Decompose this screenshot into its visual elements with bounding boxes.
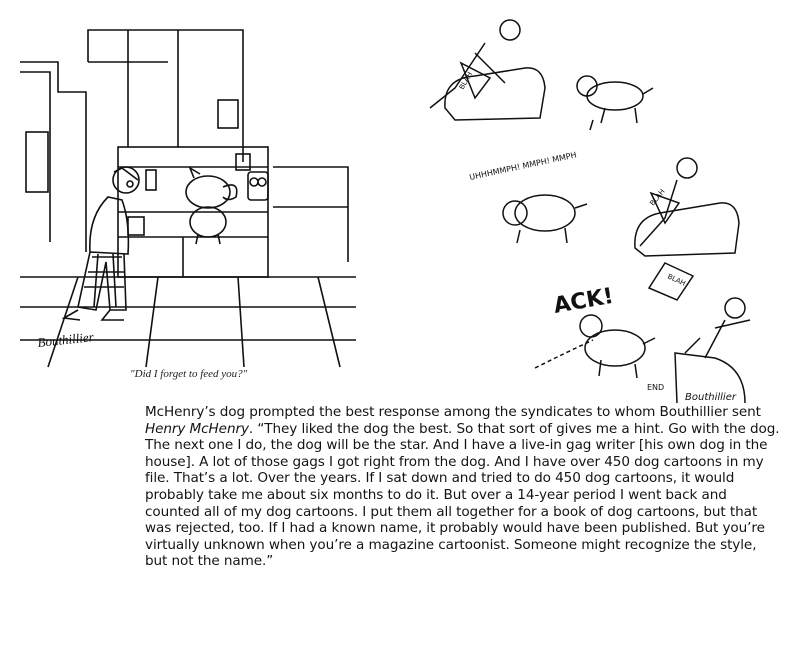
strip-dog-sound: UHHHMMPH! MMPH! MMPH <box>468 150 578 182</box>
strip-end: END <box>647 383 665 392</box>
cartoon-drawing <box>18 22 358 370</box>
article-paragraph <box>145 404 780 570</box>
strip-signature: Bouthillier <box>685 392 736 403</box>
article-part-2: . “They liked the dog the best. So that sort of gives me a hint. Go with the dog. The next one I do, the dog will be the star. And I have a live-in gag writer [his own dog in the house]. A lot of those gags I got right from the dog. And I have over 450 dog cartoons in my file. That’s a lot. Over the years. If I sat down and tried to do 450 dog cartoons, it would probably take me about six months to do it. But over a 14-year period I went back and counted all of my dog cartoons. I put them all together for a book of dog cartoons, but that was rejected, too. If I had a known name, it probably would have been published. But you’re virtually unknown when you’re a magazine cartoonist. Someone might recognize the style, but not the name.” <box>145 420 780 570</box>
strip-title: Henry McHenry <box>145 420 249 437</box>
cartoon-signature: Bouthillier <box>36 329 95 350</box>
strip-paper-3: BLAH <box>666 272 687 288</box>
strip-paper-1: BLAH <box>457 70 475 91</box>
armchair-1 <box>445 68 545 120</box>
article-part-1: McHenry’s dog prompted the best response among the syndicates to whom Bouthillier sent <box>145 404 761 420</box>
dog-comic-strip <box>415 8 785 404</box>
strip-paper-2: BLAH <box>648 187 667 208</box>
strip-exclaim: ACK! <box>551 283 616 319</box>
cartoon-caption: "Did I forget to feed you?" <box>130 368 248 380</box>
dog-fridge-cartoon <box>18 22 358 370</box>
article-text <box>145 404 780 570</box>
